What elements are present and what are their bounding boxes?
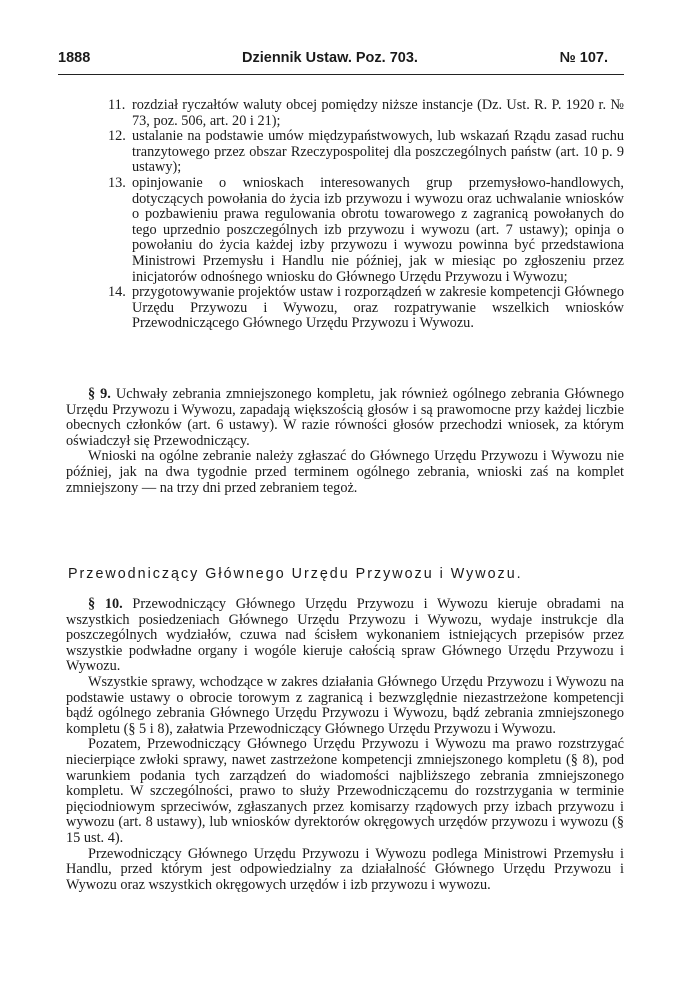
list-item-text: ustalanie na podstawie umów międzypaństwowych, lub wskazań Rządu zasad ruchu tranzytowego przez obszar Rzeczypospolitej dla poszczególnych państw (art. 10 p. 9 ustawy); xyxy=(132,128,624,176)
list-item xyxy=(66,129,624,176)
journal-title: Dziennik Ustaw. Poz. 703. xyxy=(242,50,418,66)
section-10-paragraph-4: Przewodniczący Głównego Urzędu Przywozu i Wywozu podlega Ministrowi Przemysłu i Handlu, przed którym jest odpowiedzialny za działalność Głównego Urzędu Przywozu i Wywozu oraz wszystkich okręgowych urzędów i izb przywozu i wywozu. xyxy=(66,845,624,893)
issue-number: № 107. xyxy=(559,50,608,66)
section-9-text-1: Uchwały zebrania zmniejszonego kompletu, jak również ogólnego zebrania Głównego Urzędu Przywozu i Wywozu, zapadają większością głosów i są prawomocne przy każdej liczbie obecnych członków (art. 6 ustawy). W razie równości głosów przechodzi wniosek, za którym oświadczył się Przewodniczący. xyxy=(66,386,624,449)
enumerated-list xyxy=(66,98,624,332)
list-item-text: rozdział ryczałtów waluty obcej pomiędzy niższe instancje (Dz. Ust. R. P. 1920 r. № 73, poz. 506, art. 20 i 21); xyxy=(132,97,624,129)
section-9-paragraph-2: Wnioski na ogólne zebranie należy zgłaszać do Głównego Urzędu Przywozu i Wywozu nie później, jak na dwa tygodnie przed terminem ogólnego zebrania, wnioski zaś na komplet zmniejszony — na trzy dni przed zebraniem tegoż. xyxy=(66,448,624,496)
list-item-text: przygotowywanie projektów ustaw i rozporządzeń w zakresie kompetencji Głównego Urzędu Przywozu i Wywozu, oraz rozpatrywanie wszelkich wniosków Przewodniczącego Głównego Urzędu Przywozu i Wywozu. xyxy=(132,284,624,332)
section-10-paragraph-1 xyxy=(66,597,624,675)
section-heading: Przewodniczący Głównego Urzędu Przywozu i Wywozu. xyxy=(68,566,523,582)
section-10 xyxy=(66,597,624,893)
list-item-number: 13. xyxy=(108,174,126,191)
list-item xyxy=(66,98,624,129)
list-item-number: 12. xyxy=(108,128,126,145)
section-9-paragraph-1 xyxy=(66,387,624,449)
list-item-text: opinjowanie o wnioskach interesowanych grup przemysłowo-handlowych, dotyczących powołania do życia izb przywozu i wywozu oraz uchwalanie wniosków o pozbawieniu prawa regulowania obrotu towarowego z zagranicą powołanych do tego uprzednio poszczególnych izb przywozu i wywozu (art. 7 ustawy); opinja o powołaniu do życia każdej izby przywozu i wywozu powinna być przedstawiona Ministrowi Przemysłu i Handlu nie później, jak w miesiąc po zgłoszeniu przez inicjatorów odnośnego wniosku do Głównego Urzędu Przywozu i Wywozu; xyxy=(132,174,624,285)
list-item-number: 11. xyxy=(108,97,126,113)
list-item-number: 14. xyxy=(108,284,126,301)
page-number: 1888 xyxy=(58,50,91,66)
section-10-paragraph-2: Wszystkie sprawy, wchodzące w zakres działania Głównego Urzędu Przywozu i Wywozu na podstawie ustawy o obrocie torowym z zagranicą i bezwzględnie niezastrzeżone kompetencji bądź ogólnego zebrania Głównego Urzędu Przywozu i Wywozu, bądź zebrania zmniejszonego kompletu (§ 5 i 8), załatwia Przewodniczący Głównego Urzędu Przywozu i Wywozu. xyxy=(66,673,624,737)
section-9-label: § 9. xyxy=(88,386,111,402)
header-rule xyxy=(58,74,624,75)
list-item xyxy=(66,285,624,332)
section-10-label: § 10. xyxy=(88,596,123,612)
list-item xyxy=(66,176,624,285)
section-9 xyxy=(66,387,624,496)
section-10-paragraph-3: Pozatem, Przewodniczący Głównego Urzędu Przywozu i Wywozu ma prawo rozstrzygać niecierpiące zwłoki sprawy, nawet zastrzeżone kompetencji zmniejszonego kompletu (§ 8), pod warunkiem podania tych zarządzeń do wiadomości najbliższego zebrania zmniejszonego kompletu. W szczególności, prawo to służy Przewodniczącemu do rozstrzygania w terminie pięciodniowym sprzeciwów, zgłaszanych przez komisarzy rządowych przy izbach przywozu i wywozu (art. 8 ustawy), lub wniosków dyrektorów okręgowych urzędów przywozu i wywozu (§ 15 ust. 4). xyxy=(66,736,624,846)
page-header xyxy=(58,50,618,72)
section-10-text-1: Przewodniczący Głównego Urzędu Przywozu i Wywozu kieruje obradami na wszystkich posiedzeniach Głównego Urzędu Przywozu i Wywozu, wydaje instrukcje dla poszczególnych wydziałów, czuwa nad ścisłem wykonaniem istniejących przepisów przez wszystkie podwładne organy i wogóle kieruje całością spraw Głównego Urzędu Przywozu i Wywozu. xyxy=(66,596,624,675)
